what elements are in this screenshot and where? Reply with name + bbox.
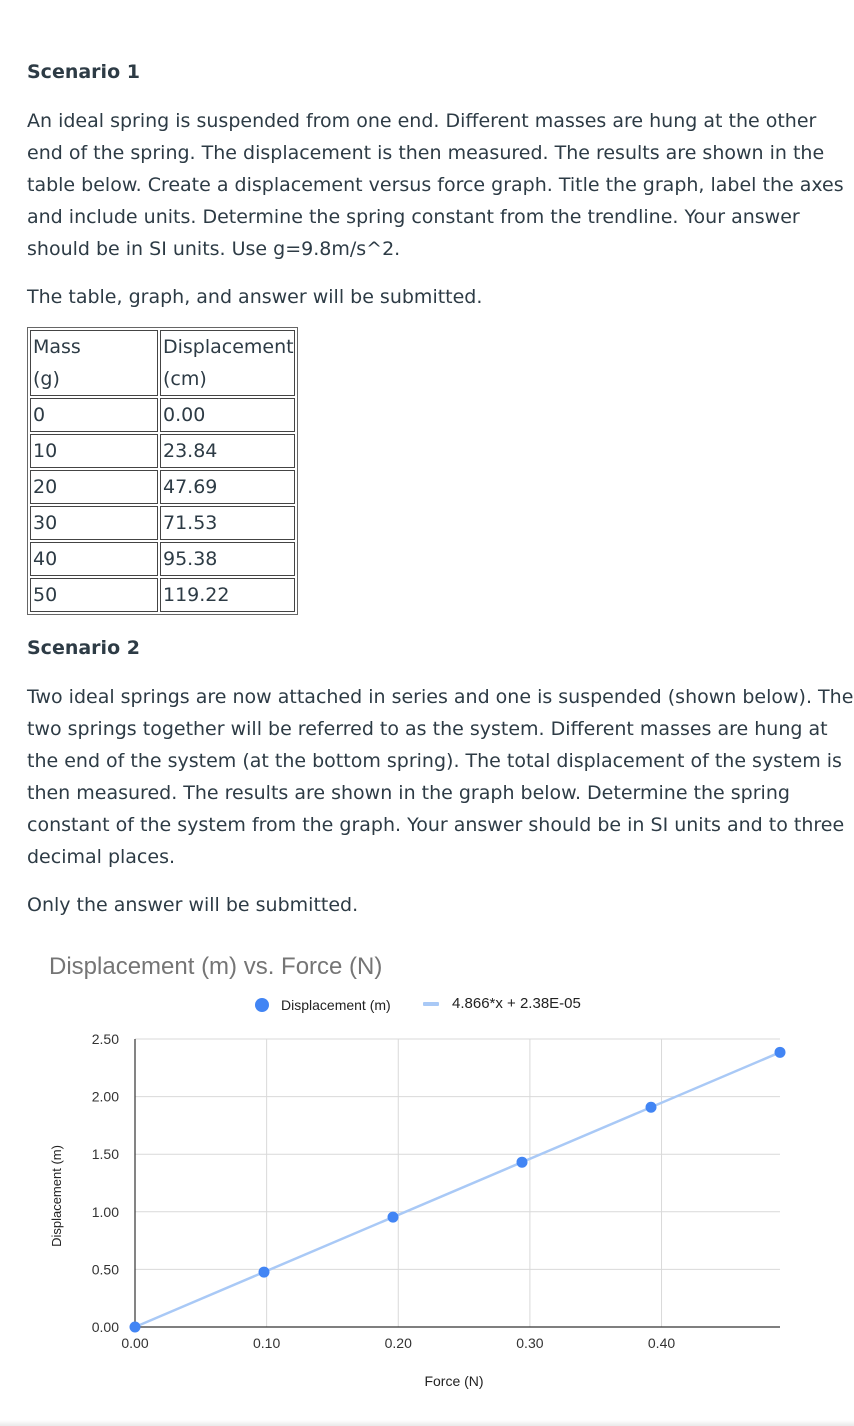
scenario1-heading: Scenario 1 — [27, 61, 140, 83]
table-row — [30, 470, 295, 504]
scenario2-line: decimal places. — [27, 846, 176, 868]
scenario2-line: two springs together will be referred to as the system. Different masses are hung at — [27, 718, 828, 740]
x-tick-label: 0.40 — [647, 1335, 676, 1351]
scenario1-line: and include units. Determine the spring constant from the trendline. Your answer — [27, 206, 800, 228]
x-tick-label: 0.10 — [253, 1335, 281, 1351]
header-displacement-label: Displacement — [163, 336, 294, 358]
header-displacement-unit: (cm) — [163, 368, 207, 390]
legend-series-marker — [255, 998, 269, 1012]
trendline — [135, 1052, 780, 1327]
legend-series-label: Displacement (m) — [281, 997, 391, 1013]
y-tick-label: 2.00 — [91, 1088, 119, 1105]
table-row — [30, 542, 295, 576]
data-point — [517, 1157, 528, 1168]
table-cell: 119.22 — [160, 578, 295, 612]
data-point — [775, 1047, 786, 1058]
table-cell: 71.53 — [160, 506, 295, 540]
scenario2-heading: Scenario 2 — [27, 637, 140, 659]
table-row — [30, 398, 295, 432]
mass-displacement-table — [27, 327, 298, 615]
page-bottom-edge — [0, 1420, 854, 1426]
table-header-row — [30, 330, 295, 396]
displacement-force-chart — [0, 986, 854, 1426]
y-tick-label: 2.50 — [91, 1031, 119, 1047]
table-cell: 40 — [30, 542, 158, 576]
table-cell: 95.38 — [160, 542, 295, 576]
legend-trendline-marker — [423, 1002, 439, 1006]
x-axis-label: Force (N) — [424, 1373, 484, 1389]
table-cell: 20 — [30, 470, 158, 504]
data-point — [259, 1267, 270, 1278]
scenario2-line: the end of the system (at the bottom spring). The total displacement of the system is — [27, 750, 842, 772]
table-row — [30, 434, 295, 468]
scenario2-line: constant of the system from the graph. Your answer should be in SI units and to three — [27, 814, 845, 836]
x-tick-label: 0.20 — [384, 1335, 412, 1351]
y-tick-label: 1.50 — [91, 1146, 119, 1163]
y-axis-label: Displacement (m) — [49, 1145, 64, 1247]
data-point — [646, 1102, 657, 1113]
header-mass-label: Mass — [33, 336, 81, 358]
table-cell: 30 — [30, 506, 158, 540]
y-tick-label: 0.00 — [91, 1319, 119, 1335]
table-cell: 50 — [30, 578, 158, 612]
table-cell: 23.84 — [160, 434, 295, 468]
legend-trendline-label: 4.866*x + 2.38E-05 — [452, 995, 581, 1012]
scenario1-line: An ideal spring is suspended from one end. Different masses are hung at the other — [27, 110, 817, 132]
y-tick-label: 0.50 — [91, 1261, 119, 1278]
scenario1-note: The table, graph, and answer will be submitted. — [27, 286, 483, 308]
table-header-cell — [30, 330, 158, 396]
table-cell: 47.69 — [160, 470, 295, 504]
header-mass-unit: (g) — [33, 368, 60, 390]
chart-title: Displacement (m) vs. Force (N) — [49, 953, 383, 980]
scenario1-line: should be in SI units. Use g=9.8m/s^2. — [27, 238, 401, 260]
x-tick-label: 0.00 — [121, 1335, 149, 1351]
scenario2-note: Only the answer will be submitted. — [27, 894, 359, 916]
table-cell: 0 — [30, 398, 158, 432]
scenario2-line: Two ideal springs are now attached in series and one is suspended (shown below). The — [27, 686, 854, 708]
table-row — [30, 506, 295, 540]
data-point — [388, 1212, 399, 1223]
table-cell: 0.00 — [160, 398, 295, 432]
data-point — [130, 1322, 141, 1333]
scenario1-line: table below. Create a displacement versus force graph. Title the graph, label the axes — [27, 174, 844, 196]
scenario2-line: then measured. The results are shown in the graph below. Determine the spring — [27, 782, 790, 804]
table-row — [30, 578, 295, 612]
x-tick-label: 0.30 — [516, 1335, 544, 1351]
table-cell: 10 — [30, 434, 158, 468]
table-header-cell — [160, 330, 295, 396]
y-tick-label: 1.00 — [91, 1203, 119, 1220]
scenario1-line: end of the spring. The displacement is then measured. The results are shown in the — [27, 142, 825, 164]
